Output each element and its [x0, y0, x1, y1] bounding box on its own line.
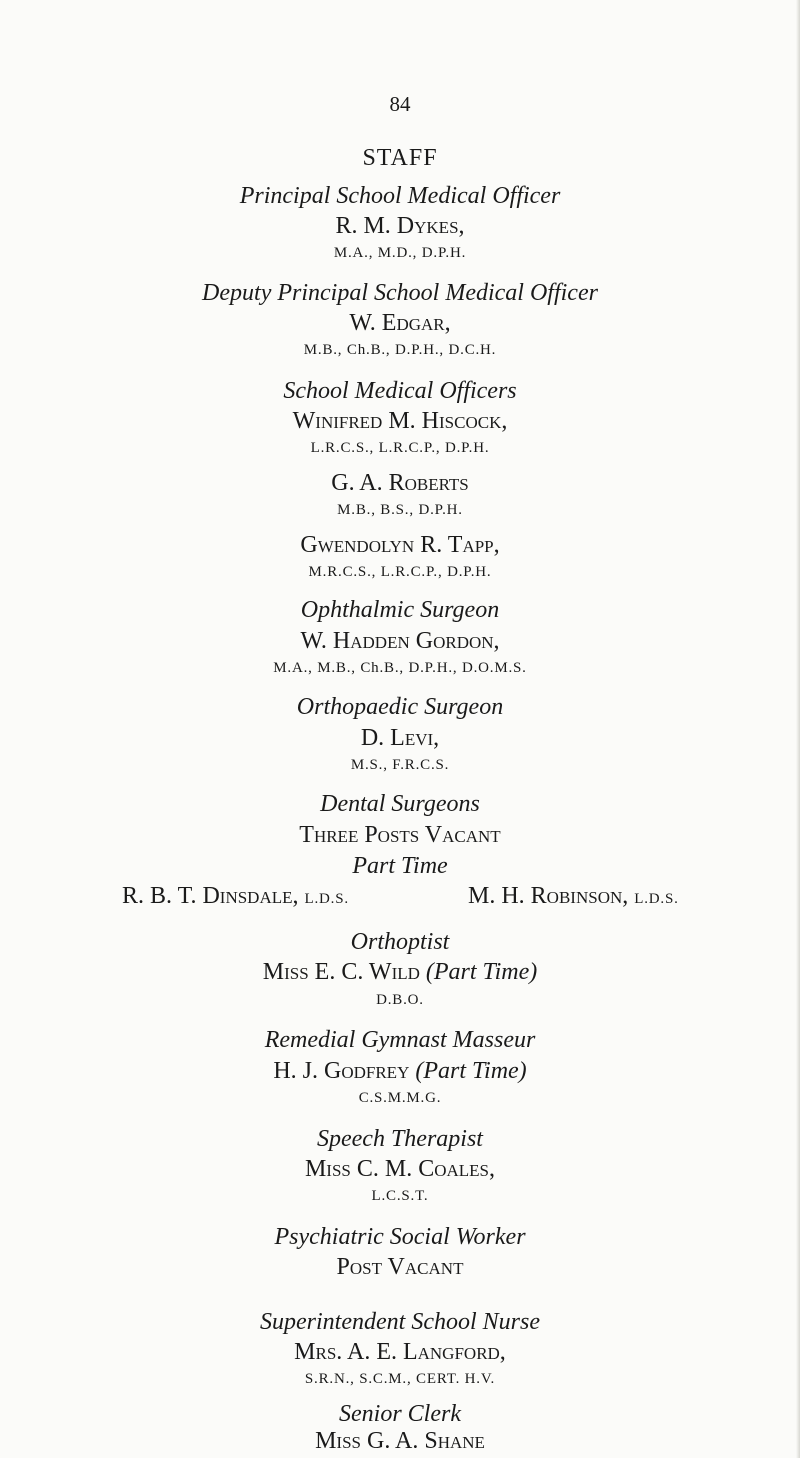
staff-note: (Part Time)	[415, 1058, 527, 1084]
page-title: STAFF	[362, 145, 438, 171]
staff-name: Three Posts Vacant	[299, 822, 501, 848]
staff-qualifications: D.B.O.	[376, 992, 424, 1008]
role-orthoptist: Orthoptist	[350, 929, 450, 955]
part-time-staff-entry	[468, 883, 679, 910]
staff-qualifications: L.R.C.S., L.R.C.P., D.P.H.	[310, 440, 490, 456]
staff-name: W. Edgar,	[349, 310, 451, 336]
staff-name: Winifred M. Hiscock,	[292, 408, 508, 434]
staff-qualifications: L.C.S.T.	[371, 1188, 429, 1204]
staff-name: W. Hadden Gordon,	[300, 628, 500, 654]
staff-name: D. Levi,	[360, 725, 440, 751]
role-deputy-principal-smo: Deputy Principal School Medical Officer	[202, 280, 598, 306]
staff-entry	[0, 959, 800, 986]
role-senior-clerk: Senior Clerk	[339, 1401, 461, 1427]
role-principal-smo: Principal School Medical Officer	[239, 183, 561, 209]
staff-qualifications: C.S.M.M.G.	[358, 1090, 442, 1106]
role-part-time: Part Time	[352, 853, 448, 879]
staff-qualifications: M.A., M.D., D.P.H.	[333, 245, 467, 261]
staff-name: Gwendolyn R. Tapp,	[300, 532, 500, 558]
role-ophthalmic-surgeon: Ophthalmic Surgeon	[300, 597, 500, 623]
role-dental-surgeons: Dental Surgeons	[320, 791, 480, 817]
staff-name: R. B. T. Dinsdale,	[122, 883, 299, 909]
role-school-medical-officers: School Medical Officers	[283, 378, 517, 404]
staff-qualifications: S.R.N., S.C.M., CERT. H.V.	[304, 1371, 496, 1387]
staff-name: M. H. Robinson,	[468, 883, 629, 909]
staff-qualifications: M.B., B.S., D.P.H.	[337, 502, 463, 518]
staff-name: H. J. Godfrey	[273, 1058, 410, 1084]
role-remedial-gymnast-masseur: Remedial Gymnast Masseur	[264, 1027, 536, 1053]
part-time-staff-entry	[122, 883, 349, 910]
staff-name: Post Vacant	[336, 1254, 464, 1280]
staff-qualifications: M.S., F.R.C.S.	[350, 757, 450, 773]
staff-note: (Part Time)	[425, 959, 538, 985]
staff-name: Miss E. C. Wild	[262, 959, 420, 985]
staff-name: Miss C. M. Coales,	[304, 1156, 496, 1182]
staff-name: R. M. Dykes,	[335, 213, 465, 239]
staff-name: Mrs. A. E. Langford,	[294, 1339, 506, 1365]
role-orthopaedic-surgeon: Orthopaedic Surgeon	[296, 694, 504, 720]
role-speech-therapist: Speech Therapist	[317, 1126, 483, 1152]
staff-name: Miss G. A. Shane	[315, 1428, 485, 1454]
staff-entry	[0, 1058, 800, 1085]
staff-qualifications: L.D.S.	[304, 891, 349, 907]
staff-qualifications: M.B., Ch.B., D.P.H., D.C.H.	[303, 342, 497, 358]
staff-qualifications: M.A., M.B., Ch.B., D.P.H., D.O.M.S.	[273, 660, 527, 676]
page-edge-shadow	[796, 0, 800, 1458]
staff-qualifications: L.D.S.	[634, 891, 679, 907]
role-psychiatric-social-worker: Psychiatric Social Worker	[274, 1224, 526, 1250]
staff-qualifications: M.R.C.S., L.R.C.P., D.P.H.	[308, 564, 492, 580]
role-superintendent-school-nurse: Superintendent School Nurse	[260, 1309, 540, 1335]
staff-name: G. A. Roberts	[331, 470, 469, 496]
page-number: 84	[389, 92, 411, 116]
